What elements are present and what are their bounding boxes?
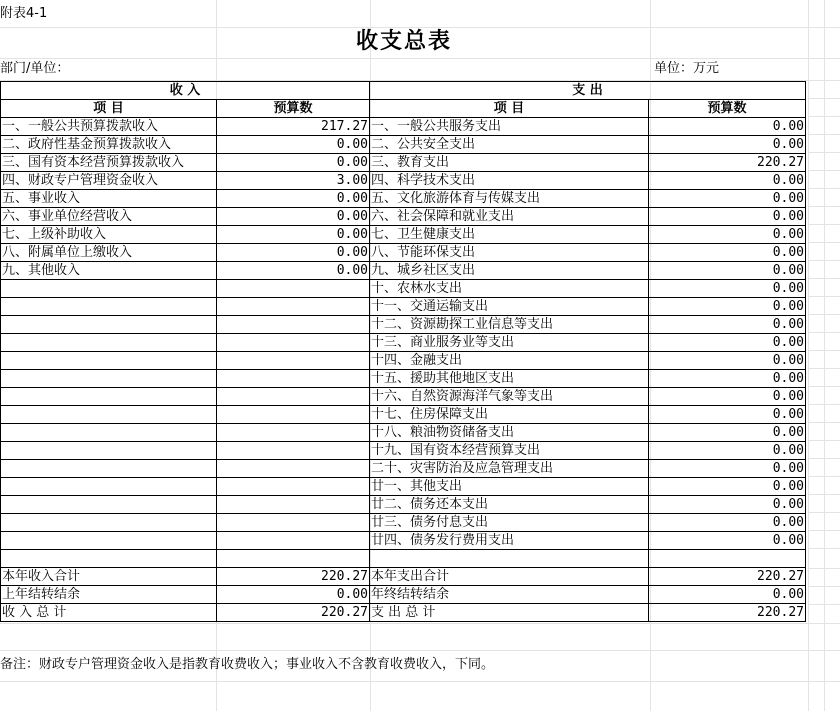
expense-item-value: 0.00 (649, 136, 806, 154)
expense-item-value: 0.00 (649, 388, 806, 406)
empty-cell (217, 442, 370, 460)
expense-item-name: 十九、国有资本经营预算支出 (370, 442, 649, 460)
table-row (1, 316, 806, 334)
empty-cell (217, 388, 370, 406)
income-expense-table (0, 81, 806, 622)
expense-budget-column-header: 预算数 (649, 100, 806, 118)
income-item-name: 四、财政专户管理资金收入 (1, 172, 217, 190)
empty-cell (1, 280, 217, 298)
empty-cell (1, 352, 217, 370)
table-row (1, 298, 806, 316)
expense-item-value: 0.00 (649, 442, 806, 460)
income-total-value: 220.27 (217, 604, 370, 622)
expense-item-value: 0.00 (649, 316, 806, 334)
empty-cell (217, 316, 370, 334)
empty-cell (1, 406, 217, 424)
income-item-value: 217.27 (217, 118, 370, 136)
table-row (1, 460, 806, 478)
expense-item-value: 0.00 (649, 244, 806, 262)
table-row (1, 388, 806, 406)
expense-total-value: 220.27 (649, 568, 806, 586)
expense-item-value: 0.00 (649, 262, 806, 280)
income-item-value: 0.00 (217, 190, 370, 208)
expense-total-label: 年终结转结余 (370, 586, 649, 604)
income-item-name: 一、一般公共预算拨款收入 (1, 118, 217, 136)
expense-item-name: 七、卫生健康支出 (370, 226, 649, 244)
income-item-value: 0.00 (217, 244, 370, 262)
expense-item-value: 0.00 (649, 424, 806, 442)
empty-cell (1, 316, 217, 334)
table-row (1, 334, 806, 352)
total-row (1, 568, 806, 586)
empty-cell (1, 460, 217, 478)
expense-item-name: 二、公共安全支出 (370, 136, 649, 154)
total-row (1, 586, 806, 604)
empty-cell (1, 334, 217, 352)
expense-item-name: 十五、援助其他地区支出 (370, 370, 649, 388)
expense-item-name: 十二、资源勘探工业信息等支出 (370, 316, 649, 334)
table-row (1, 496, 806, 514)
table-row (1, 172, 806, 190)
expense-item-value: 220.27 (649, 154, 806, 172)
empty-cell (217, 550, 370, 568)
expense-item-value: 0.00 (649, 460, 806, 478)
empty-cell (1, 478, 217, 496)
empty-cell (1, 514, 217, 532)
empty-cell (217, 532, 370, 550)
income-item-value: 0.00 (217, 154, 370, 172)
income-item-name: 五、事业收入 (1, 190, 217, 208)
expense-item-value: 0.00 (649, 496, 806, 514)
expense-item-value: 0.00 (649, 172, 806, 190)
empty-cell (649, 550, 806, 568)
empty-cell (1, 550, 217, 568)
page-title: 收支总表 (355, 29, 452, 54)
table-row (1, 244, 806, 262)
empty-cell (1, 388, 217, 406)
expense-item-name: 十一、交通运输支出 (370, 298, 649, 316)
table-row (1, 262, 806, 280)
table-row (1, 478, 806, 496)
expense-item-name: 六、社会保障和就业支出 (370, 208, 649, 226)
expense-item-value: 0.00 (649, 514, 806, 532)
income-item-value: 3.00 (217, 172, 370, 190)
income-item-column-header: 项 目 (1, 100, 217, 118)
expense-item-name: 九、城乡社区支出 (370, 262, 649, 280)
total-row (1, 604, 806, 622)
empty-cell (217, 496, 370, 514)
income-item-name: 九、其他收入 (1, 262, 217, 280)
expense-item-name: 十三、商业服务业等支出 (370, 334, 649, 352)
empty-cell (1, 370, 217, 388)
expense-item-value: 0.00 (649, 370, 806, 388)
expense-total-value: 220.27 (649, 604, 806, 622)
empty-cell (217, 370, 370, 388)
income-total-label: 本年收入合计 (1, 568, 217, 586)
empty-cell (217, 514, 370, 532)
expense-item-name: 廿四、债务发行费用支出 (370, 532, 649, 550)
expense-total-label: 支 出 总 计 (370, 604, 649, 622)
empty-cell (1, 532, 217, 550)
income-item-name: 七、上级补助收入 (1, 226, 217, 244)
unit-label: 单位：万元 (654, 61, 720, 76)
expense-item-value: 0.00 (649, 118, 806, 136)
table-row (1, 442, 806, 460)
expense-total-value: 0.00 (649, 586, 806, 604)
income-item-value: 0.00 (217, 226, 370, 244)
expense-item-name: 十、农林水支出 (370, 280, 649, 298)
income-item-value: 0.00 (217, 262, 370, 280)
empty-cell (217, 424, 370, 442)
empty-cell (217, 406, 370, 424)
table-row (1, 118, 806, 136)
empty-cell (1, 442, 217, 460)
expense-item-value: 0.00 (649, 334, 806, 352)
expense-item-name: 廿二、债务还本支出 (370, 496, 649, 514)
income-item-value: 0.00 (217, 136, 370, 154)
empty-cell (217, 298, 370, 316)
expense-item-name: 三、教育支出 (370, 154, 649, 172)
table-row (1, 154, 806, 172)
expense-item-value: 0.00 (649, 280, 806, 298)
table-row (1, 424, 806, 442)
expense-item-value: 0.00 (649, 208, 806, 226)
expense-item-value: 0.00 (649, 532, 806, 550)
expense-item-column-header: 项 目 (370, 100, 649, 118)
income-item-name: 六、事业单位经营收入 (1, 208, 217, 226)
expense-item-name: 一、一般公共服务支出 (370, 118, 649, 136)
expense-item-name: 十四、金融支出 (370, 352, 649, 370)
expense-item-name: 十六、自然资源海洋气象等支出 (370, 388, 649, 406)
expense-item-value: 0.00 (649, 226, 806, 244)
empty-cell (217, 460, 370, 478)
income-item-name: 二、政府性基金预算拨款收入 (1, 136, 217, 154)
expense-item-name: 廿一、其他支出 (370, 478, 649, 496)
income-total-value: 220.27 (217, 568, 370, 586)
expense-item-name: 十七、住房保障支出 (370, 406, 649, 424)
expense-item-value: 0.00 (649, 298, 806, 316)
empty-cell (1, 496, 217, 514)
income-item-value: 0.00 (217, 208, 370, 226)
table-row (1, 136, 806, 154)
empty-cell (217, 352, 370, 370)
expense-item-name: 廿三、债务付息支出 (370, 514, 649, 532)
expense-item-name: 十八、粮油物资储备支出 (370, 424, 649, 442)
expense-item-value: 0.00 (649, 478, 806, 496)
table-row (1, 280, 806, 298)
expense-item-name: 二十、灾害防治及应急管理支出 (370, 460, 649, 478)
expense-item-name: 四、科学技术支出 (370, 172, 649, 190)
empty-cell (217, 334, 370, 352)
attachment-label: 附表4-1 (0, 6, 48, 21)
income-budget-column-header: 预算数 (217, 100, 370, 118)
dept-label: 部门/单位： (0, 61, 70, 76)
empty-cell (1, 298, 217, 316)
expense-item-name: 八、节能环保支出 (370, 244, 649, 262)
footnote: 备注：财政专户管理资金收入是指教育收费收入；事业收入不含教育收费收入，下同。 (0, 657, 495, 672)
table-row (1, 352, 806, 370)
expense-total-label: 本年支出合计 (370, 568, 649, 586)
expense-section-header: 支 出 (370, 82, 806, 100)
table-row (1, 532, 806, 550)
income-item-name: 三、国有资本经营预算拨款收入 (1, 154, 217, 172)
table-row (1, 208, 806, 226)
income-section-header: 收 入 (1, 82, 370, 100)
income-item-name: 八、附属单位上缴收入 (1, 244, 217, 262)
income-total-label: 上年结转结余 (1, 586, 217, 604)
table-row (1, 370, 806, 388)
empty-cell (370, 550, 649, 568)
table-row (1, 406, 806, 424)
blank-row (1, 550, 806, 568)
expense-item-value: 0.00 (649, 190, 806, 208)
expense-item-value: 0.00 (649, 406, 806, 424)
expense-item-name: 五、文化旅游体育与传媒支出 (370, 190, 649, 208)
empty-cell (217, 478, 370, 496)
income-total-label: 收 入 总 计 (1, 604, 217, 622)
empty-cell (1, 424, 217, 442)
table-row (1, 190, 806, 208)
expense-item-value: 0.00 (649, 352, 806, 370)
income-total-value: 0.00 (217, 586, 370, 604)
table-row (1, 226, 806, 244)
empty-cell (217, 280, 370, 298)
table-row (1, 514, 806, 532)
